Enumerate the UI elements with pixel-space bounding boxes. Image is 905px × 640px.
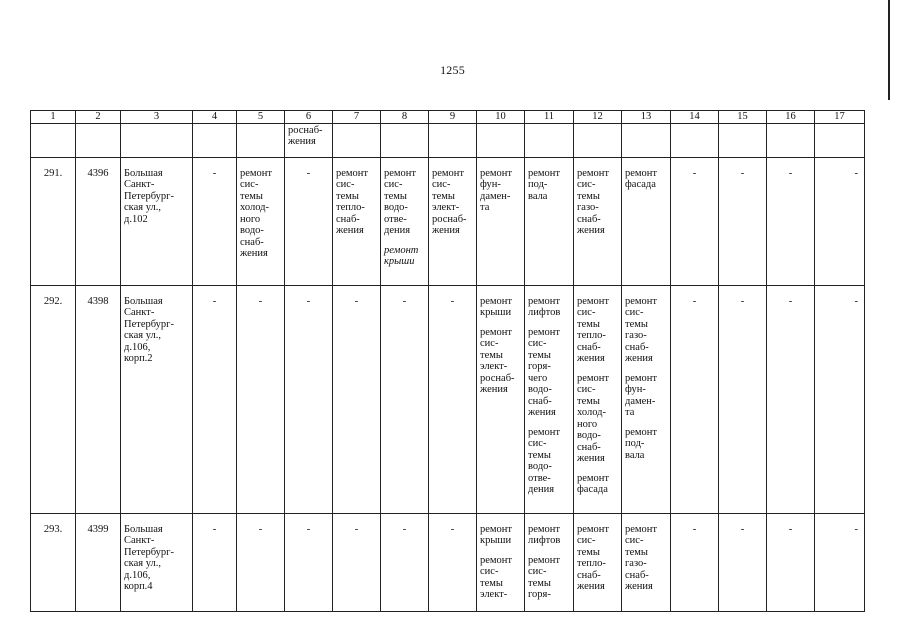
continuation-cell-1 [31, 123, 76, 157]
column-number-10: 10 [477, 111, 525, 124]
work-item: ремонт сис- темы тепло- снаб- жения [336, 167, 369, 236]
empty-cell-col-6: - [285, 285, 333, 513]
continuation-cell-4 [193, 123, 237, 157]
continuation-cell-5 [237, 123, 285, 157]
work-cell-col-10 [477, 157, 525, 285]
column-number-13: 13 [622, 111, 671, 124]
empty-cell-col-8: - [381, 513, 429, 611]
work-item: ремонт фун- дамен- та [625, 372, 658, 418]
page-edge-line [888, 0, 890, 100]
continuation-cell-8 [381, 123, 429, 157]
building-code: 4399 [76, 513, 121, 611]
work-item: ремонт сис- темы газо- снаб- жения [577, 167, 610, 236]
work-item: ремонт крыши [480, 295, 513, 318]
continuation-cell-13 [622, 123, 671, 157]
empty-cell-col-4: - [193, 285, 237, 513]
continuation-cell-11 [525, 123, 574, 157]
continuation-cell-15 [719, 123, 767, 157]
column-number-12: 12 [574, 111, 622, 124]
empty-cell-col-17: - [815, 513, 865, 611]
building-code: 4396 [76, 157, 121, 285]
continuation-cell-6: роснаб- жения [285, 123, 333, 157]
work-item: ремонт фасада [625, 167, 658, 190]
empty-cell-col-17: - [815, 157, 865, 285]
column-number-5: 5 [237, 111, 285, 124]
work-cell-col-11 [525, 513, 574, 611]
continuation-cell-17 [815, 123, 865, 157]
empty-cell-col-6: - [285, 157, 333, 285]
work-cell-col-12 [574, 157, 622, 285]
continuation-cell-10 [477, 123, 525, 157]
column-number-9: 9 [429, 111, 477, 124]
work-cell-col-13 [622, 285, 671, 513]
empty-cell-col-16: - [767, 285, 815, 513]
work-item: ремонт сис- темы элект- роснаб- жения [432, 167, 467, 236]
work-item: ремонт сис- темы холод- ного водо- снаб- жения [577, 372, 610, 464]
work-item: ремонт под- вала [528, 167, 561, 202]
empty-cell-col-16: - [767, 157, 815, 285]
work-cell-col-11 [525, 285, 574, 513]
column-number-1: 1 [31, 111, 76, 124]
work-item: ремонт сис- темы холод- ного водо- снаб- жения [240, 167, 273, 259]
column-number-3: 3 [121, 111, 193, 124]
work-item: ремонт сис- темы водо- отве- дения [528, 426, 561, 495]
work-cell-col-9 [429, 157, 477, 285]
work-item: ремонт сис- темы газо- снаб- жения [625, 523, 658, 592]
empty-cell-col-5: - [237, 513, 285, 611]
work-cell-col-12 [574, 513, 622, 611]
work-cell-col-8 [381, 157, 429, 285]
continuation-cell-14 [671, 123, 719, 157]
work-item: ремонт сис- темы тепло- снаб- жения [577, 523, 610, 592]
continuation-cell-12 [574, 123, 622, 157]
work-item: ремонт крыши [384, 244, 419, 267]
column-number-16: 16 [767, 111, 815, 124]
work-item: ремонт фасада [577, 472, 610, 495]
column-number-7: 7 [333, 111, 381, 124]
work-item: ремонт сис- темы элект- роснаб- жения [480, 326, 515, 395]
building-address: Большая Санкт- Петербург- ская ул., д.106, корп.2 [121, 285, 193, 513]
work-item: ремонт сис- темы горя- [528, 554, 561, 600]
continuation-cell-16 [767, 123, 815, 157]
table-row [31, 157, 865, 285]
work-cell-col-5 [237, 157, 285, 285]
continuation-cell-7 [333, 123, 381, 157]
empty-cell-col-7: - [333, 513, 381, 611]
empty-cell-col-15: - [719, 513, 767, 611]
building-code: 4398 [76, 285, 121, 513]
empty-cell-col-14: - [671, 285, 719, 513]
row-index: 292. [31, 285, 76, 513]
column-number-4: 4 [193, 111, 237, 124]
empty-cell-col-6: - [285, 513, 333, 611]
empty-cell-col-8: - [381, 285, 429, 513]
empty-cell-col-7: - [333, 285, 381, 513]
work-cell-col-11 [525, 157, 574, 285]
work-cell-col-13 [622, 513, 671, 611]
work-item: ремонт лифтов [528, 523, 561, 546]
continuation-cell-9 [429, 123, 477, 157]
work-cell-col-13 [622, 157, 671, 285]
empty-cell-col-16: - [767, 513, 815, 611]
empty-cell-col-9: - [429, 513, 477, 611]
empty-cell-col-9: - [429, 285, 477, 513]
column-number-6: 6 [285, 111, 333, 124]
empty-cell-col-4: - [193, 513, 237, 611]
work-cell-col-10 [477, 513, 525, 611]
work-item: ремонт сис- темы горя- чего водо- снаб- жения [528, 326, 561, 418]
work-item: ремонт сис- темы водо- отве- дения [384, 167, 417, 236]
work-item: ремонт сис- темы элект- [480, 554, 513, 600]
column-number-17: 17 [815, 111, 865, 124]
work-item: ремонт лифтов [528, 295, 561, 318]
continuation-row [31, 123, 865, 157]
column-number-row [31, 111, 865, 124]
work-item: ремонт под- вала [625, 426, 658, 461]
work-cell-col-12 [574, 285, 622, 513]
work-item: ремонт крыши [480, 523, 513, 546]
table-row [31, 513, 865, 611]
row-index: 291. [31, 157, 76, 285]
building-address: Большая Санкт- Петербург- ская ул., д.106, корп.4 [121, 513, 193, 611]
page-number: 1255 [440, 63, 465, 77]
column-number-15: 15 [719, 111, 767, 124]
column-number-14: 14 [671, 111, 719, 124]
continuation-cell-3 [121, 123, 193, 157]
work-cell-col-10 [477, 285, 525, 513]
work-cell-col-7 [333, 157, 381, 285]
table-body [31, 111, 865, 612]
empty-cell-col-5: - [237, 285, 285, 513]
continuation-cell-2 [76, 123, 121, 157]
empty-cell-col-15: - [719, 285, 767, 513]
column-number-11: 11 [525, 111, 574, 124]
empty-cell-col-17: - [815, 285, 865, 513]
empty-cell-col-15: - [719, 157, 767, 285]
row-index: 293. [31, 513, 76, 611]
repair-schedule-table [30, 110, 865, 612]
column-number-8: 8 [381, 111, 429, 124]
work-item: ремонт фун- дамен- та [480, 167, 513, 213]
table-row [31, 285, 865, 513]
work-item: ремонт сис- темы тепло- снаб- жения [577, 295, 610, 364]
empty-cell-col-14: - [671, 157, 719, 285]
empty-cell-col-4: - [193, 157, 237, 285]
empty-cell-col-14: - [671, 513, 719, 611]
work-item: ремонт сис- темы газо- снаб- жения [625, 295, 658, 364]
building-address: Большая Санкт- Петербург- ская ул., д.102 [121, 157, 193, 285]
column-number-2: 2 [76, 111, 121, 124]
